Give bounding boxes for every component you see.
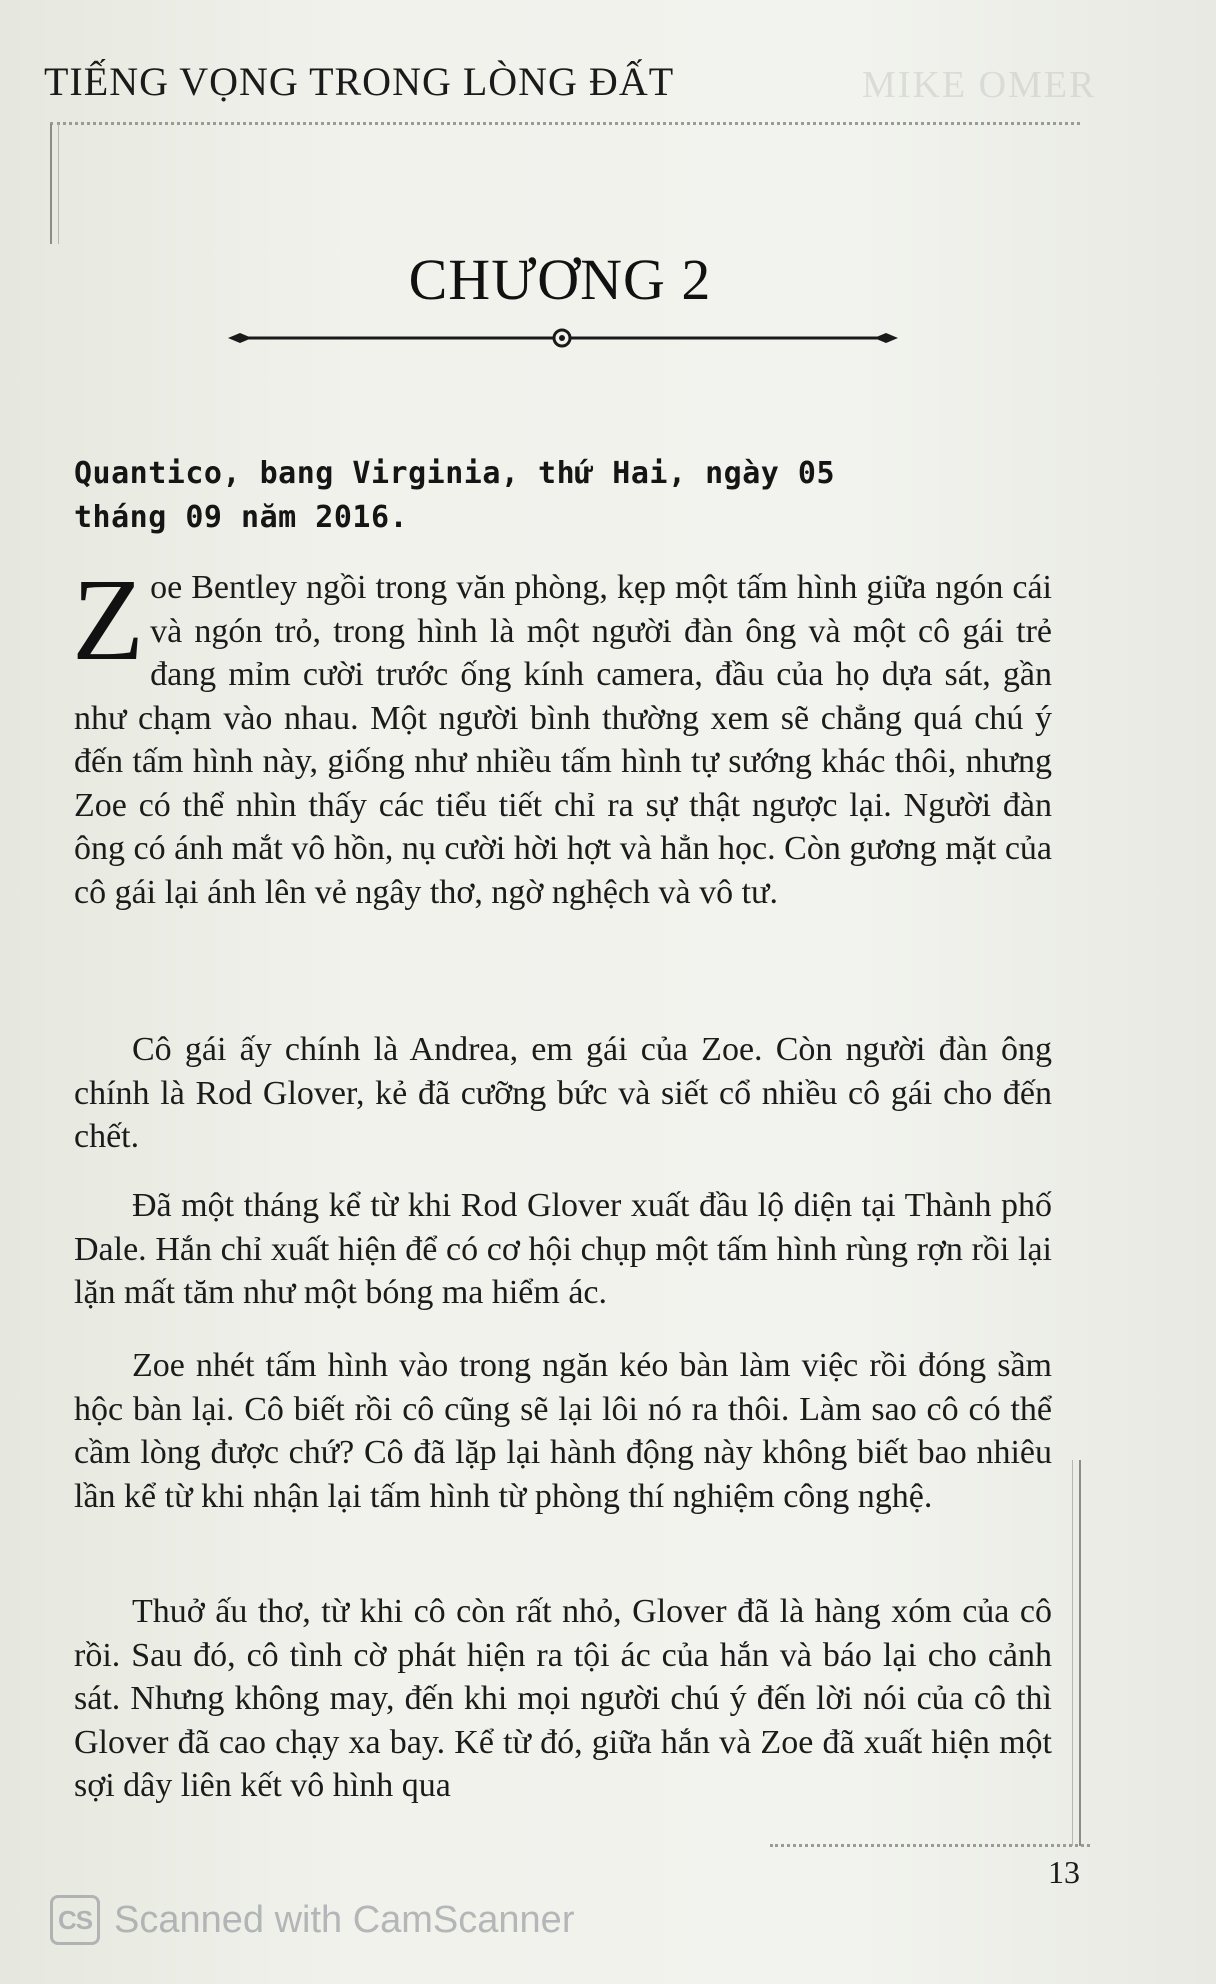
decorative-frame-right	[1072, 1460, 1081, 1846]
paragraph-4	[74, 1344, 1052, 1518]
paragraph-4-text: Zoe nhét tấm hình vào trong ngăn kéo bàn làm việc rồi đóng sầm hộc bàn lại. Cô biết rồi cô cũng sẽ lại lôi nó ra thôi. Làm sao cô có thể cầm lòng được chứ? Cô đã lặp lại hành động này không biết bao nhiêu lần kể từ khi nhận lại tấm hình từ phòng thí nghiệm công nghệ.	[74, 1347, 1052, 1515]
dateline-line-2: tháng 09 năm 2016.	[74, 500, 409, 535]
decorative-frame-top	[50, 122, 1080, 125]
paragraph-2	[74, 1028, 1052, 1159]
dateline	[74, 452, 1054, 540]
running-head-title: TIẾNG VỌNG TRONG LÒNG ĐẤT	[44, 59, 675, 104]
camscanner-watermark	[50, 1890, 574, 1950]
decorative-frame-left	[50, 124, 59, 244]
page-number: 13	[1048, 1854, 1080, 1890]
chapter-ornament	[228, 324, 898, 354]
camscanner-logo-icon: CS	[50, 1895, 100, 1945]
watermark-text: Scanned with CamScanner	[114, 1898, 575, 1941]
paragraph-1-text: oe Bentley ngồi trong văn phòng, kẹp một tấm hình giữa ngón cái và ngón trỏ, trong hình là một người đàn ông và một cô gái trẻ đang mỉm cười trước ống kính camera, đầu của họ dựa sát, gần như chạm vào nhau. Một người bình thường xem sẽ chẳng quá chú ý đến tấm hình này, giống như nhiều tấm hình tự sướng khác thôi, nhưng Zoe có thể nhìn thấy các tiểu tiết chỉ ra sự thật ngược lại. Người đàn ông có ánh mắt vô hồn, nụ cười hời hợt và hẳn học. Còn gương mặt của cô gái lại ánh lên vẻ ngây thơ, ngờ nghệch và vô tư.	[74, 569, 1052, 911]
dateline-line-1: Quantico, bang Virginia, thứ Hai, ngày 05	[74, 456, 836, 491]
drop-cap: Z	[72, 554, 145, 685]
opposite-page-bleed-title: MIKE OMER	[862, 64, 1097, 106]
paragraph-5	[74, 1590, 1052, 1808]
paragraph-2-text: Cô gái ấy chính là Andrea, em gái của Zoe. Còn người đàn ông chính là Rod Glover, kẻ đã cưỡng bức và siết cổ nhiều cô gái cho đến chết.	[74, 1031, 1052, 1155]
paragraph-3-text: Đã một tháng kể từ khi Rod Glover xuất đầu lộ diện tại Thành phố Dale. Hắn chỉ xuất hiện để có cơ hội chụp một tấm hình rùng rợn rồi lại lặn mất tăm như một bóng ma hiểm ác.	[74, 1187, 1052, 1311]
paragraph-3	[74, 1184, 1052, 1315]
paragraph-5-text: Thuở ấu thơ, từ khi cô còn rất nhỏ, Glover đã là hàng xóm của cô rồi. Sau đó, cô tình cờ phát hiện ra tội ác của hắn và báo lại cho cảnh sát. Nhưng không may, đến khi mọi người chú ý đến lời nói của cô thì Glover đã cao chạy xa bay. Kể từ đó, giữa hắn và Zoe đã xuất hiện một sợi dây liên kết vô hình qua	[74, 1593, 1052, 1804]
chapter-title: CHƯƠNG 2	[408, 247, 712, 312]
decorative-frame-bottom	[770, 1844, 1090, 1847]
paragraph-1	[72, 554, 1052, 914]
